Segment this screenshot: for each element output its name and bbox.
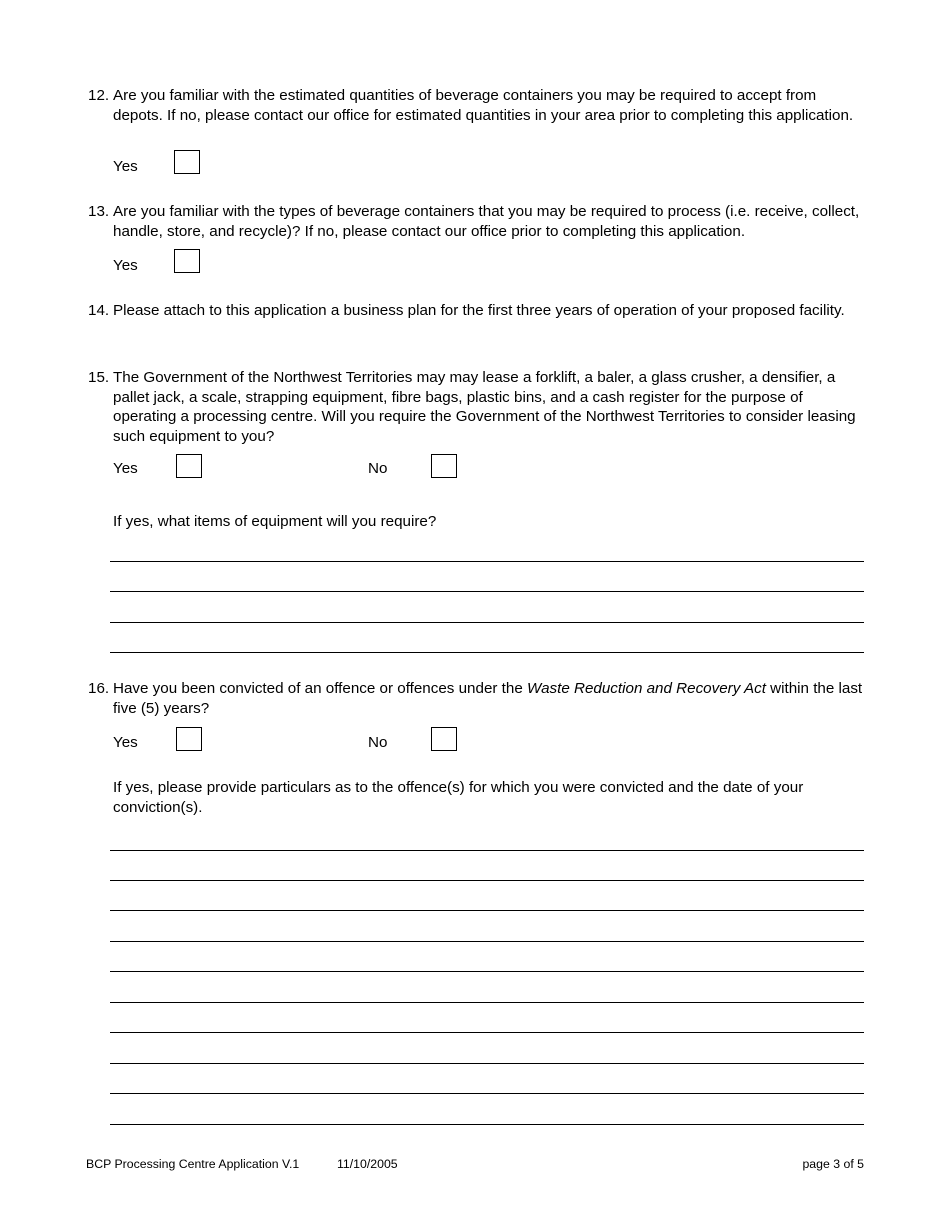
- q15-answer-line[interactable]: [110, 622, 864, 623]
- q15-yes-label: Yes: [113, 460, 138, 477]
- q16-answer-line[interactable]: [110, 1093, 864, 1094]
- q13-yes-label: Yes: [113, 257, 138, 274]
- q13-text: Are you familiar with the types of beverage containers that you may be required to process (i.e. receive, collect, handle, store, and recycle)? If no, please contact our office prior to completing this application.: [113, 203, 860, 240]
- q16-no-checkbox[interactable]: [431, 727, 457, 751]
- q16-yes-label: Yes: [113, 734, 138, 751]
- q16-act-name: Waste Reduction and Recovery Act: [527, 680, 766, 697]
- q16-no-label: No: [368, 734, 388, 751]
- q16-answer-line[interactable]: [110, 910, 864, 911]
- q16-answer-line[interactable]: [110, 941, 864, 942]
- q15-no-label: No: [368, 460, 388, 477]
- q16-answer-line[interactable]: [110, 1032, 864, 1033]
- q16-answer-line[interactable]: [110, 880, 864, 881]
- q15-number: 15.: [88, 369, 110, 386]
- q15-yes-checkbox[interactable]: [176, 454, 202, 478]
- q16-text-end: within the last five (5) years?: [113, 680, 863, 717]
- q16-answer-line[interactable]: [110, 850, 864, 851]
- q13-number: 13.: [88, 203, 110, 220]
- q14-text: Please attach to this application a business plan for the first three years of operation of your proposed facility.: [113, 302, 845, 319]
- q13-yes-checkbox[interactable]: [174, 249, 200, 273]
- q16-answer-line[interactable]: [110, 971, 864, 972]
- q16-followup: If yes, please provide particulars as to the offence(s) for which you were convicted and the date of your conviction(s).: [113, 779, 804, 816]
- q15-text: The Government of the Northwest Territories may may lease a forklift, a baler, a glass crusher, a densifier, a pallet jack, a scale, strapping equipment, fibre bags, plastic bins, and a cash register for the purpose of operating a processing centre. Will you require the Government of the Northwest Territories to consider leasing such equipment to you?: [113, 369, 856, 445]
- q16-text-start: Have you been convicted of an offence or offences under the: [113, 680, 528, 697]
- q15-answer-line[interactable]: [110, 652, 864, 653]
- q15-answer-line[interactable]: [110, 561, 864, 562]
- q15-followup: If yes, what items of equipment will you require?: [113, 513, 437, 530]
- q16-number: 16.: [88, 680, 110, 697]
- q12-yes-checkbox[interactable]: [174, 150, 200, 174]
- q16-yes-checkbox[interactable]: [176, 727, 202, 751]
- q16-answer-line[interactable]: [110, 1002, 864, 1003]
- q12-yes-label: Yes: [113, 158, 138, 175]
- q12-number: 12.: [88, 87, 110, 104]
- q16-answer-line[interactable]: [110, 1124, 864, 1125]
- q15-answer-line[interactable]: [110, 591, 864, 592]
- q14-number: 14.: [88, 302, 110, 319]
- q12-text: Are you familiar with the estimated quantities of beverage containers you may be required to accept from depots. If no, please contact our office for estimated quantities in your area prior to completing this application.: [113, 87, 854, 124]
- q16-text: [113, 679, 865, 718]
- footer-page-number: page 3 of 5: [802, 1157, 864, 1171]
- q16-answer-line[interactable]: [110, 1063, 864, 1064]
- q15-no-checkbox[interactable]: [431, 454, 457, 478]
- footer-form-name: BCP Processing Centre Application V.1: [86, 1157, 300, 1171]
- footer-date: 11/10/2005: [337, 1157, 398, 1171]
